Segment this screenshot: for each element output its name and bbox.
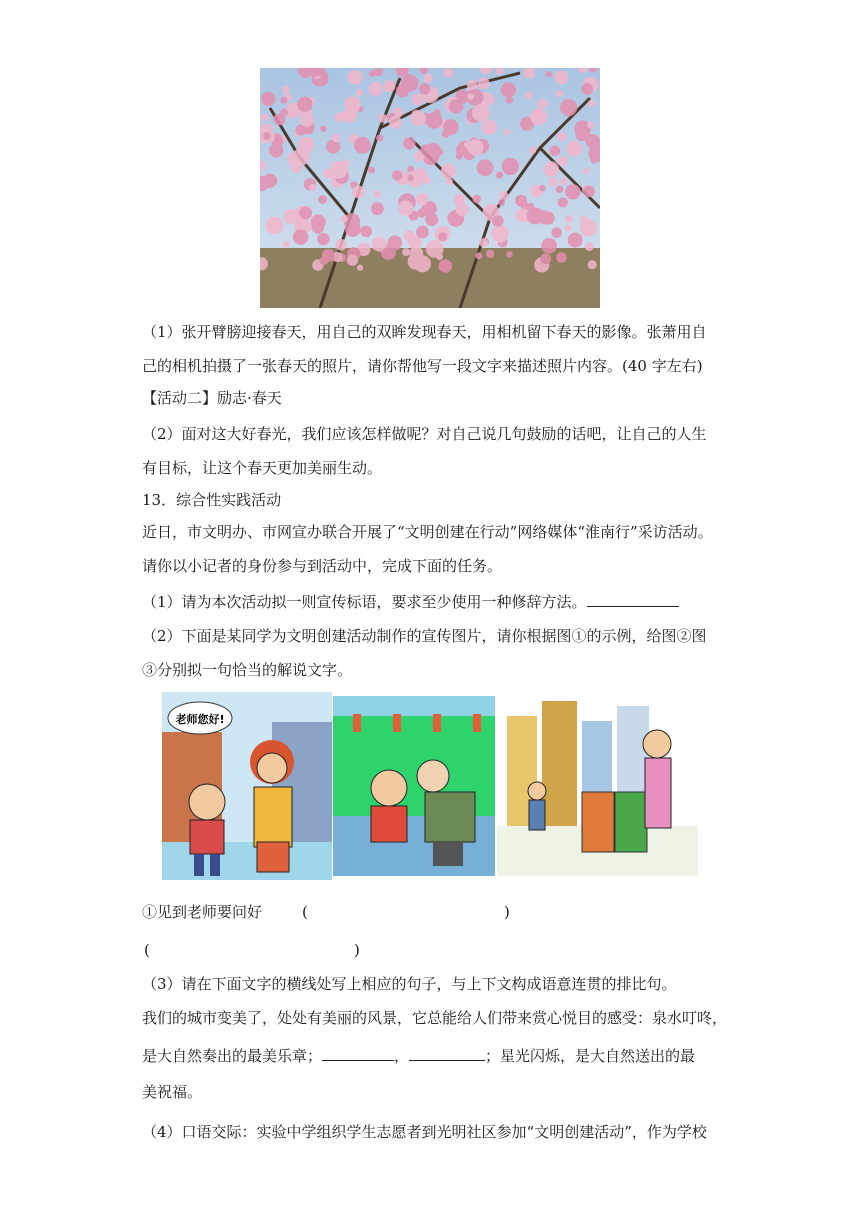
- section13-intro2: 请你以小记者的身份参与到活动中，完成下面的任务。: [142, 557, 503, 575]
- cartoon-recycling: [497, 696, 698, 876]
- task3-para2-a: 是大自然奏出的最美乐章；: [142, 1047, 323, 1065]
- task3-blank-1[interactable]: [322, 1046, 394, 1061]
- task3: （3）请在下面文字的横线处写上相应的句子，与上下文构成语意连贯的排比句。: [142, 975, 677, 993]
- section13-title: 13．综合性实践活动: [142, 491, 282, 509]
- task1-text: （1）请为本次活动拟一则宣传标语，要求至少使用一种修辞方法。: [142, 593, 587, 611]
- caption-3-open-paren: (: [144, 941, 150, 959]
- cartoon-greeting-teacher: [162, 692, 332, 880]
- section13-intro1: 近日，市文明办、市网宣办联合开展了“文明创建在行动”网络媒体“淮南行”采访活动。: [142, 523, 713, 541]
- caption-1: ①见到老师要问好: [142, 903, 263, 921]
- task3-para3: 美祝福。: [142, 1083, 203, 1101]
- task3-para2: [142, 1046, 695, 1066]
- caption-3-close-paren: ): [354, 941, 360, 959]
- caption-3-answer-field[interactable]: [152, 940, 350, 960]
- caption-row-1: [142, 902, 262, 922]
- task3-para1: 我们的城市变美了，处处有美丽的风景，它总能给人们带来赏心悦目的感受：泉水叮咚，: [142, 1009, 728, 1027]
- task2-line1: （2）下面是某同学为文明创建活动制作的宣传图片，请你根据图①的示例，给图②图: [142, 627, 707, 645]
- task1: [142, 592, 679, 612]
- peach-blossom-photo: [260, 68, 600, 308]
- speech-bubble-text: 老师您好!: [175, 713, 225, 726]
- task3-comma: ，: [394, 1047, 410, 1065]
- activity2-heading: 【活动二】励志·春天: [142, 389, 282, 407]
- q1-line1: （1）张开臂膀迎接春天，用自己的双眸发现春天，用相机留下春天的影像。张萧用自: [142, 323, 707, 341]
- task3-blank-2[interactable]: [409, 1046, 485, 1061]
- task2-line2: ③分别拟一句恰当的解说文字。: [142, 661, 353, 679]
- caption-2-open-paren: (: [302, 903, 308, 921]
- task4: （4）口语交际：实验中学组织学生志愿者到光明社区参加“文明创建活动”，作为学校: [142, 1123, 707, 1141]
- q1-line2: 己的相机拍摄了一张春天的照片，请你帮他写一段文字来描述照片内容。(40 字左右): [142, 357, 703, 375]
- cartoon-giving-seat: [333, 696, 495, 876]
- task3-para2-b: ；星光闪烁，是大自然送出的最: [485, 1047, 696, 1065]
- q2-line1: （2）面对这大好春光，我们应该怎样做呢？对自己说几句鼓励的话吧，让自己的人生: [142, 425, 707, 443]
- caption-2-close-paren: ): [504, 903, 510, 921]
- caption-2-answer-field[interactable]: [310, 902, 500, 922]
- task1-answer-blank[interactable]: [587, 592, 679, 607]
- q2-line2: 有目标，让这个春天更加美丽生动。: [142, 459, 383, 477]
